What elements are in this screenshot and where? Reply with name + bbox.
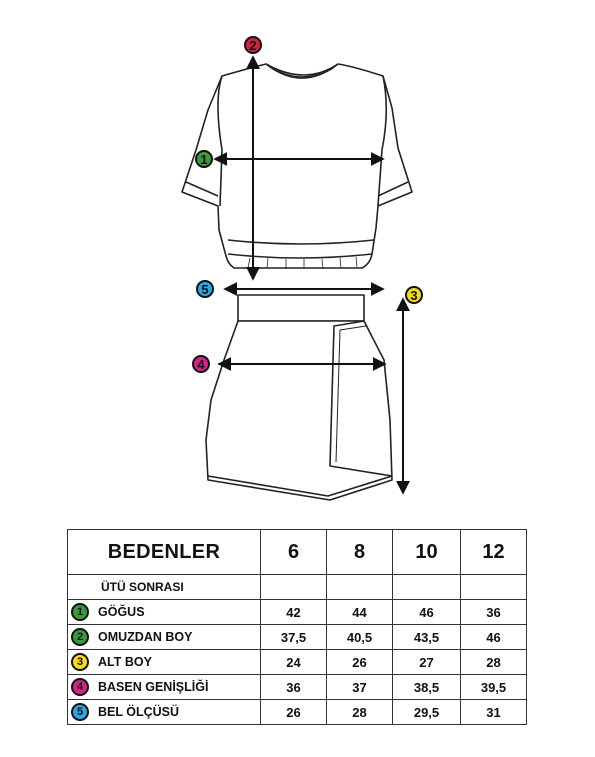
marker-2-icon: 2 <box>71 628 89 646</box>
row-label: ALT BOY <box>98 655 152 669</box>
svg-text:3: 3 <box>410 288 418 303</box>
svg-text:5: 5 <box>201 282 209 297</box>
table-cell: 31 <box>461 700 527 725</box>
table-cell: 36 <box>461 600 527 625</box>
row-label: GÖĞUS <box>98 605 145 619</box>
marker-4-icon: 4 <box>71 678 89 696</box>
size-header: 6 <box>261 530 327 575</box>
size-header: 12 <box>461 530 527 575</box>
table-cell: 28 <box>327 700 393 725</box>
size-header: 10 <box>393 530 461 575</box>
table-cell: 37 <box>327 675 393 700</box>
table-title: BEDENLER <box>68 530 261 575</box>
table-cell: 29,5 <box>393 700 461 725</box>
table-cell: 28 <box>461 650 527 675</box>
tshirt-drawing <box>182 64 412 269</box>
table-cell: 38,5 <box>393 675 461 700</box>
table-cell: 46 <box>393 600 461 625</box>
table-cell: 36 <box>261 675 327 700</box>
table-cell: 24 <box>261 650 327 675</box>
marker-3-icon: 3 <box>71 653 89 671</box>
svg-text:4: 4 <box>197 357 205 372</box>
table-subheader-row <box>68 575 527 600</box>
table-row <box>68 650 527 675</box>
table-cell: 40,5 <box>327 625 393 650</box>
table-row <box>68 600 527 625</box>
marker-4-icon <box>193 356 209 372</box>
table-cell: 26 <box>327 650 393 675</box>
table-cell: 37,5 <box>261 625 327 650</box>
marker-1-icon <box>196 151 212 167</box>
row-label: BASEN GENİŞLİĞİ <box>98 680 209 694</box>
marker-2-icon <box>245 37 261 53</box>
table-cell: 46 <box>461 625 527 650</box>
table-cell: 39,5 <box>461 675 527 700</box>
row-label: OMUZDAN BOY <box>98 630 193 644</box>
table-cell: 26 <box>261 700 327 725</box>
table-header-row <box>68 530 527 575</box>
size-table <box>67 529 527 725</box>
table-row <box>68 700 527 725</box>
svg-text:1: 1 <box>200 152 208 167</box>
marker-1-icon: 1 <box>71 603 89 621</box>
svg-text:2: 2 <box>249 38 257 53</box>
marker-3-icon <box>406 287 422 303</box>
table-cell: 44 <box>327 600 393 625</box>
table-cell: 43,5 <box>393 625 461 650</box>
skirt-drawing <box>206 295 392 500</box>
size-header: 8 <box>327 530 393 575</box>
table-cell: 42 <box>261 600 327 625</box>
table-row <box>68 675 527 700</box>
row-label: BEL ÖLÇÜSÜ <box>98 705 180 719</box>
table-subheader: ÜTÜ SONRASI <box>68 575 261 600</box>
marker-5-icon <box>197 281 213 297</box>
table-row <box>68 625 527 650</box>
table-cell: 27 <box>393 650 461 675</box>
marker-5-icon: 5 <box>71 703 89 721</box>
